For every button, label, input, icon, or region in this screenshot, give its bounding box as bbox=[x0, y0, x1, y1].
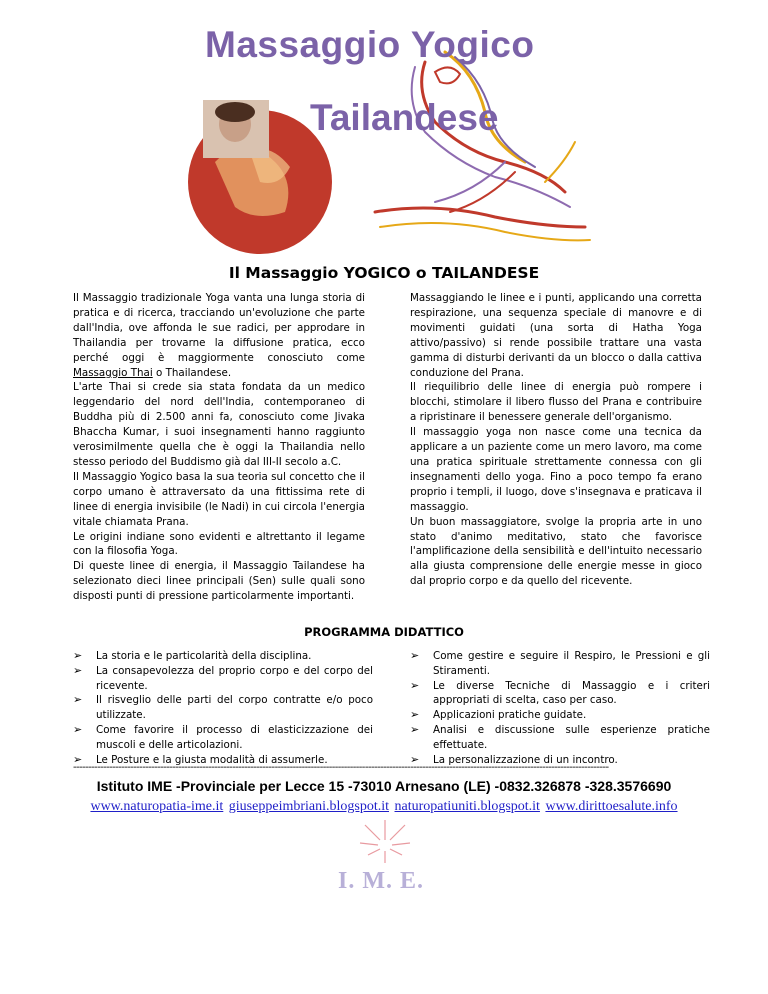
article-paragraph: Il Massaggio tradizionale Yoga vanta una lunga storia di pratica e di ricerca, tracciando un'evoluzione che parte dall'India, ove affonda le sue radici, per approdare in Thailandia per trovarne la diffusione pratica, ecco perché oggi è maggiormente conosciuto come Massaggio Thai o Thailandese. bbox=[73, 292, 365, 379]
arrow-bullet-icon: ➢ bbox=[73, 722, 83, 736]
ime-logo-text: I. M. E. bbox=[338, 868, 424, 894]
arrow-bullet-icon: ➢ bbox=[410, 678, 420, 692]
article-right-column bbox=[410, 291, 702, 589]
arrow-bullet-icon: ➢ bbox=[73, 752, 83, 766]
banner-title-line2: Tailandese bbox=[310, 97, 499, 138]
arrow-bullet-icon: ➢ bbox=[410, 722, 420, 736]
list-item: ➢ Le diverse Tecniche di Massaggio e i criteri appropriati di scelta, caso per caso. bbox=[410, 678, 710, 707]
massaggio-thai-link[interactable]: Massaggio Thai bbox=[73, 366, 153, 379]
list-item: ➢ La personalizzazione di un incontro. bbox=[410, 752, 618, 766]
institute-contact-line: Istituto IME -Provinciale per Lecce 15 -73010 Arnesano (LE) -0832.326878 -328.3576690 bbox=[96, 778, 672, 794]
list-item: ➢ Le Posture e la giusta modalità di assumerle. bbox=[73, 752, 328, 766]
list-item: ➢ Analisi e discussione sulle esperienze pratiche effettuate. bbox=[410, 722, 710, 751]
dashed-separator: ---------------------------------------------------------------------------------------------------------------------------------------------------------------------------------- bbox=[73, 764, 609, 772]
article-paragraph: Le origini indiane sono evidenti e altrettanto il legame con la filosofia Yoga. bbox=[73, 530, 365, 558]
list-item: ➢ Come favorire il processo di elasticizzazione dei muscoli e delle articolazioni. bbox=[73, 722, 373, 751]
giuseppeimbriani-blog-link[interactable]: giuseppeimbriani.blogspot.it bbox=[228, 799, 390, 814]
arrow-bullet-icon: ➢ bbox=[410, 752, 420, 766]
article-heading: Il Massaggio YOGICO o TAILANDESE bbox=[228, 264, 540, 282]
article-paragraph: Il riequilibrio delle linee di energia può rompere i blocchi, stimolare il libero flusso del Prana e contribuire a ripristinare il benessere generale dell'organismo. bbox=[410, 381, 702, 424]
article-paragraph: Il massaggio yoga non nasce come una tecnica da applicare a un paziente come un mero lavoro, ma come una pratica spirituale strettamente connessa con gli insegnamenti dello yoga. Fino a poco tempo fa erano proprio i templi, il luogo, dove s'insegnava e praticava il massaggio. bbox=[410, 426, 702, 513]
arrow-bullet-icon: ➢ bbox=[410, 708, 420, 722]
article-paragraph: Il Massaggio Yogico basa la sua teoria sul concetto che il corpo umano è attraversato da una fittissima rete di linee di energia invisibile (le Nadi) in cui circola l'energia vitale chiamata Prana. bbox=[73, 470, 365, 528]
arrow-bullet-icon: ➢ bbox=[73, 649, 83, 662]
arrow-bullet-icon: ➢ bbox=[73, 663, 83, 677]
list-item: ➢ La storia e le particolarità della disciplina. bbox=[73, 649, 312, 662]
header-banner bbox=[175, 12, 595, 257]
article-left-column bbox=[73, 291, 365, 604]
article-paragraph: Massaggiando le linee e i punti, applicando una corretta respirazione, una sequenza speciale di manovre e di movimenti guidati (una sorta di Hatha Yoga attivo/passivo) si rende possibile trattare una vasta gamma di disturbi derivanti da un blocco o dalla cattiva conduzione del Prana. bbox=[410, 292, 702, 379]
list-item: ➢ Come gestire e seguire il Respiro, le Pressioni e gli Stiramenti. bbox=[410, 649, 710, 677]
line-drawing-figures bbox=[375, 52, 590, 240]
list-item: ➢ Applicazioni pratiche guidate. bbox=[410, 708, 587, 722]
program-heading: PROGRAMMA DIDATTICO bbox=[304, 625, 464, 639]
naturopatiuniti-blog-link[interactable]: naturopatiuniti.blogspot.it bbox=[394, 799, 540, 814]
footer-links bbox=[0, 799, 768, 815]
list-item: ➢ La consapevolezza del proprio corpo e del corpo del ricevente. bbox=[73, 663, 373, 692]
article-paragraph: L'arte Thai si crede sia stata fondata da un medico leggendario del nord dell'India, contemporaneo di Buddha più di 2.500 anni fa, conosciuto come Jivaka Bhaccha Kumar, i suoi insegnamenti hanno raggiunto verosimilmente quella che è oggi la Thailandia nello stesso periodo del Buddismo già dal III-II secolo a.C. bbox=[73, 381, 365, 468]
list-item: ➢ Il risveglio delle parti del corpo contratte e/o poco utilizzate. bbox=[73, 693, 373, 722]
article-paragraph: Un buon massaggiatore, svolge la propria arte in uno stato d'animo meditativo, stato che favorisce l'amplificazione della sensibilità e dell'intuito necessario alla giusta comprensione delle energie messe in gioco dal proprio corpo e da quello del ricevente. bbox=[410, 515, 702, 588]
article-paragraph: Di queste linee di energia, il Massaggio Tailandese ha selezionato dieci linee principali (Sen) sulle quali sono disposti punti di pressione particolarmente importanti. bbox=[73, 560, 365, 603]
program-list-left bbox=[73, 649, 373, 767]
banner-title-line1: Massaggio Yogico bbox=[205, 24, 535, 65]
arrow-bullet-icon: ➢ bbox=[410, 649, 420, 662]
arrow-bullet-icon: ➢ bbox=[73, 693, 83, 707]
naturopatia-ime-link[interactable]: www.naturopatia-ime.it bbox=[90, 799, 224, 814]
dirittoesalute-link[interactable]: www.dirittoesalute.info bbox=[545, 799, 678, 814]
program-list-right bbox=[410, 649, 710, 767]
